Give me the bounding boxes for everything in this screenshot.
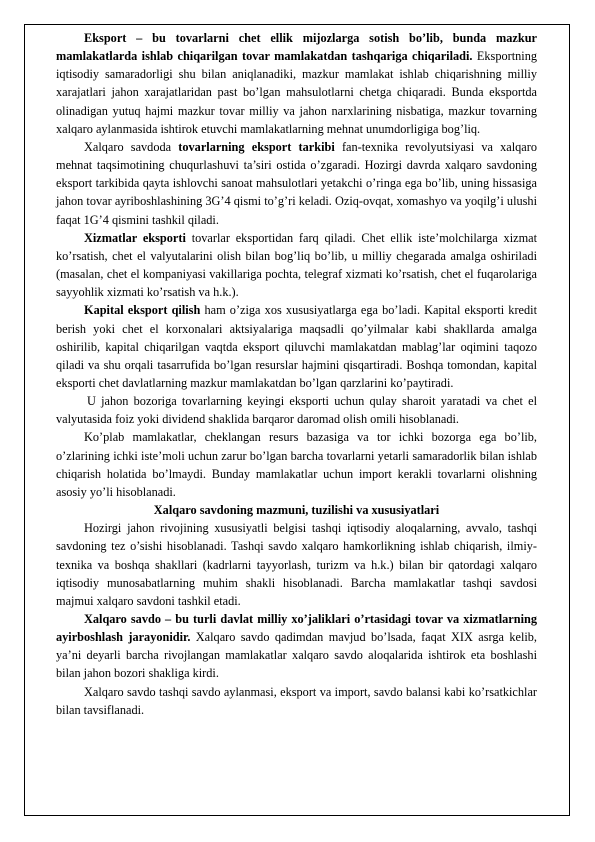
paragraph-services-export bbox=[56, 229, 537, 302]
capital-export-text: ham o’ziga xos xususiyatlarga ega bo’ladi. Kapital eksporti kredit berish yoki chet el korxonalari aktsiyalariga maqsadli qo’yilmalar kabi shakllarda amalga oshirilib, kapital chiqarilgan vaqtda eksport qiluvchi mamlakatdan mablag’lar oqimini taqozo qiladi va shu orqali tasarrufida bo’lgan resurslar hajmini qisqartiradi. Boshqa tomondan, kapital eksporti chet davlatlarning mazkur mamlakatdan bo’lgan qarzlarini ko’paytiradi. bbox=[56, 303, 537, 390]
paragraph-export-structure bbox=[56, 138, 537, 229]
services-export-bold: Xizmatlar eksporti bbox=[84, 230, 186, 245]
paragraph-capital-export bbox=[56, 301, 537, 392]
section-heading: Xalqaro savdoning mazmuni, tuzilishi va xususiyatlari bbox=[153, 503, 440, 518]
international-trade-bold: Xalqaro savdo – bu turli davlat milliy xo’jaliklari o’rtasidagi tovar va xizmatlarning ayirboshlash jarayonidir. bbox=[56, 612, 537, 645]
document-body bbox=[56, 29, 537, 719]
paragraph-capital-export-benefit bbox=[56, 392, 537, 428]
services-export-text: tovarlar eksportidan farq qiladi. Chet ellik iste’molchilarga xizmat ko’rsatish, chet el valyutalarini olish bilan bog’liq bo’lib, u milliy chegarada amalga oshiriladi (masalan, chet el kompaniyasi vakillariga pochta, telegraf xizmati ko’rsatish, chet el fuqarolariga sayyohlik xizmati ko’rsatish va h.k.). bbox=[56, 230, 538, 300]
paragraph-export-definition bbox=[56, 29, 537, 138]
capital-export-bold: Kapital eksport qilish bbox=[84, 303, 201, 318]
foreign-trade-text: Hozirgi jahon rivojining xususiyatli belgisi tashqi iqtisodiy aloqalarning, avvalo, tashqi savdoning tez o’sishi hisoblanadi. Tashqi savdo xalqaro hamkorlikning ishlab chiqarish, ilmiy-texnika va boshqa shakllari (kadrlarni tayyorlash, turizm va h.k.) bilan bir qatordagi xalqaro iqtisodiy munosabatlarning muhim shakli hisoblanadi. Barcha mamlakatlar tashqi savdosi majmui xalqaro savdoni tashkil etadi. bbox=[56, 521, 537, 608]
capital-export-benefit-text: U jahon bozoriga tovarlarning keyingi eksporti uchun qulay sharoit yaratadi va chet el valyutasida foiz yoki dividend shaklida barqaror daromad olish omili hisoblanadi. bbox=[56, 394, 537, 427]
export-structure-text: fan-texnika revolyutsiyasi va xalqaro mehnat taqsimotining chuqurlashuvi ta’siri ostida o’zgaradi. Hozirgi davrda xalqaro savdoning eksport tarkibida qayta ishlovchi sanoat mahsulotlari yetakchi o’ringa ega bo’lib, uning hissasiga jahon tovar ayriboshlashining 3G’4 qismi to’g’ri keladi. Oziq-ovqat, xomashyo va yoqilg’i ulushi faqat 1G’4 qismini tashkil qiladi. bbox=[56, 139, 537, 227]
paragraph-trade-indicators bbox=[56, 683, 537, 719]
paragraph-import-need bbox=[56, 428, 537, 501]
export-structure-bold: tovarlarning eksport tarkibi bbox=[178, 139, 335, 154]
export-definition-text: Eksportning iqtisodiy samaradorligi shu bilan aniqlanadiki, mazkur mamlakat ishlab chiqarishning milliy xarajatlari jahon xarajatlaridan past bo’lgan mahsulotlarni chetga chiqaradi. Bunda eksportda olinadigan yutuq hajmi mazkur tovar milliy va jahon narxlarining nisbatiga, mazkur tovarning xalqaro aylanmasida ishtirok etuvchi mamlakatlarning mehnat unumdorligiga bog’liq. bbox=[56, 49, 537, 136]
trade-indicators-text: Xalqaro savdo tashqi savdo aylanmasi, eksport va import, savdo balansi kabi ko’rsatkichlar bilan tavsiflanadi. bbox=[56, 684, 537, 717]
international-trade-text: Xalqaro savdo qadimdan mavjud bo’lsada, faqat XIX asrga kelib, ya’ni deyarli barcha rivojlangan mamlakatlar xalqaro savdo aloqalarida ishtirok eta boshlashi bilan jahon bozori shakliga kirdi. bbox=[56, 630, 538, 681]
export-definition-bold: Eksport – bu tovarlarni chet ellik mijozlarga sotish bo’lib, bunda mazkur mamlakatlarda ishlab chiqarilgan tovar mamlakatdan tashqariga chiqariladi. bbox=[56, 31, 537, 64]
paragraph-foreign-trade bbox=[56, 519, 537, 610]
export-structure-pre: Xalqaro savdoda bbox=[84, 139, 179, 154]
paragraph-international-trade-definition bbox=[56, 610, 537, 683]
import-need-text: Ko’plab mamlakatlar, cheklangan resurs bazasiga va tor ichki bozorga ega bo’lib, o’zlarining ichki iste’moli uchun zarur bo’lgan barcha tovarlarni yetarli samaradorlik bilan ishlab chiqarish holatida bo’lmaydi. Bunday mamlakatlar uchun import kerakli tovarlarni olishning asosiy yo’li hisoblanadi. bbox=[56, 430, 537, 499]
